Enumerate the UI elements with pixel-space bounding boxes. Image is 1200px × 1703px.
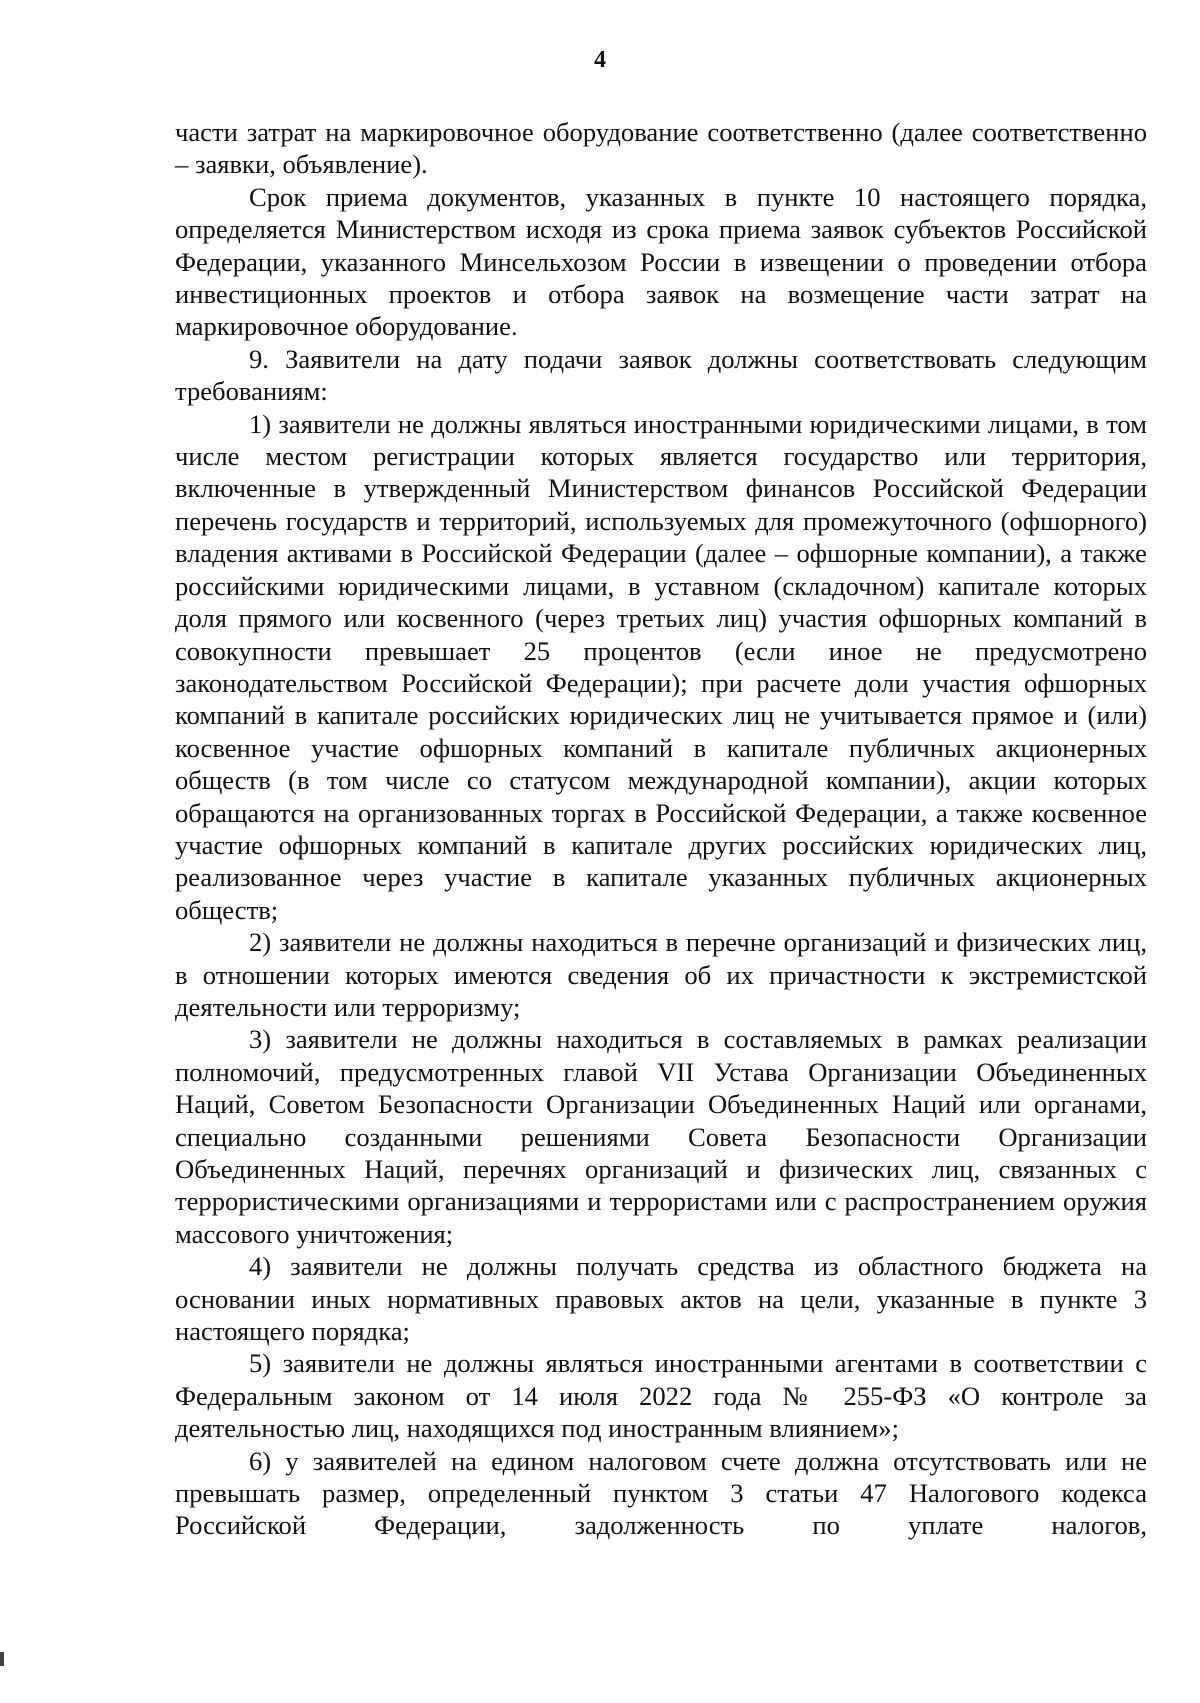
document-body bbox=[175, 116, 1147, 1542]
paragraph-requirement-6: 6) у заявителей на едином налоговом счете должна отсутствовать или не превышать размер, определенный пунктом 3 статьи 47 Налогового кодекса Российской Федерации, задолженность по уплате налогов, bbox=[175, 1445, 1147, 1541]
paragraph-requirement-3: 3) заявители не должны находиться в составляемых в рамках реализации полномочий, предусмотренных главой VII Устава Организации Объединенных Наций, Советом Безопасности Организации Объединенных Наций или органами, специально созданными решениями Совета Безопасности Организации Объединенных Наций, перечнях организаций и физических лиц, связанных с террористическими организациями и террористами или с распространением оружия массового уничтожения; bbox=[175, 1024, 1147, 1249]
paragraph-requirement-5: 5) заявители не должны являться иностранными агентами в соответствии с Федеральным законом от 14 июля 2022 года № 255-ФЗ «О контроле за деятельностью лиц, находящихся под иностранным влиянием»; bbox=[175, 1348, 1147, 1444]
paragraph-requirement-4: 4) заявители не должны получать средства из областного бюджета на основании иных нормативных правовых актов на цели, указанные в пункте 3 настоящего порядка; bbox=[175, 1251, 1147, 1347]
paragraph-deadline: Срок приема документов, указанных в пункте 10 настоящего порядка, определяется Министерством исходя из срока приема заявок субъектов Российской Федерации, указанного Минсельхозом России в извещении о проведении отбора инвестиционных проектов и отбора заявок на возмещение части затрат на маркировочное оборудование. bbox=[175, 181, 1147, 342]
page-number: 4 bbox=[594, 47, 606, 73]
scan-edge-mark bbox=[0, 1652, 4, 1666]
paragraph-item-9: 9. Заявители на дату подачи заявок должны соответствовать следующим требованиям: bbox=[175, 343, 1147, 407]
paragraph-continuation: части затрат на маркировочное оборудование соответственно (далее соответственно – заявки, объявление). bbox=[175, 117, 1147, 180]
paragraph-requirement-2: 2) заявители не должны находиться в перечне организаций и физических лиц, в отношении которых имеются сведения об их причастности к экстремистской деятельности или терроризму; bbox=[175, 927, 1147, 1022]
paragraph-requirement-1: 1) заявители не должны являться иностранными юридическими лицами, в том числе местом регистрации которых является государство или территория, включенные в утвержденный Министерством финансов Российской Федерации перечень государств и территорий, используемых для промежуточного (офшорного) владения активами в Российской Федерации (далее – офшорные компании), а также российскими юридическими лицами, в уставном (складочном) капитале которых доля прямого или косвенного (через третьих лиц) участия офшорных компаний в совокупности превышает 25 процентов (если иное не предусмотрено законодательством Российской Федерации); при расчете доли участия офшорных компаний в капитале российских юридических лиц не учитывается прямое и (или) косвенное участие офшорных компаний в капитале публичных акционерных обществ (в том числе со статусом международной компании), акции которых обращаются на организованных торгах в Российской Федерации, а также косвенное участие офшорных компаний в капитале других российских юридических лиц, реализованное через участие в капитале указанных публичных акционерных обществ; bbox=[175, 408, 1147, 925]
